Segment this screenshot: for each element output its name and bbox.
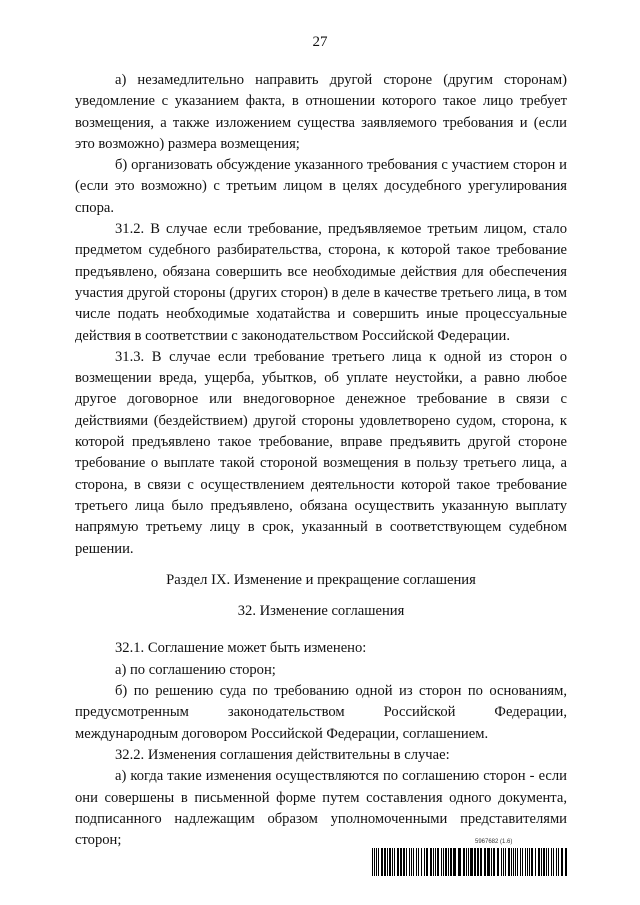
barcode-bar (463, 848, 465, 876)
barcode-bar (409, 848, 410, 876)
barcode-bar (387, 848, 388, 876)
barcode-bar (394, 848, 395, 876)
barcode-bar (551, 848, 552, 876)
barcode-bar (445, 848, 447, 876)
barcode-bar (501, 848, 502, 876)
barcode-bar (508, 848, 510, 876)
barcode-bar (416, 848, 417, 876)
barcode-bar (466, 848, 467, 876)
paragraph: а) когда такие изменения осуществляются по соглашению сторон - если они совершены в письменной форме путем составления одного документа, подписанного надлежащим образом уполномоченными представителями сторон; (75, 768, 567, 849)
barcode-bar (491, 848, 492, 876)
barcode-bar (558, 848, 559, 876)
barcode-bar (397, 848, 399, 876)
barcode-bar (381, 848, 383, 876)
barcode-bar (448, 848, 449, 876)
barcode-bar (548, 848, 549, 876)
barcode-bar (497, 848, 499, 876)
paragraph: б) организовать обсуждение указанного требования с участием сторон и (если это возможно) с третьим лицом в целях досудебного урегулирования спора. (75, 157, 567, 216)
barcode-bar (529, 848, 530, 876)
barcode-bar (484, 848, 486, 876)
paragraph: 31.3. В случае если требование третьего лица к одной из сторон о возмещении вреда, ущерба, убытков, об уплате неустойки, а равно любое другое договорное или внедоговорное денежное требование в связи с действиями (бездействием) другой стороны удовлетворено судом, сторона, к которой предъявлено такое требование, вправе предъявить другой стороне требование о выплате такой стороной возмещения в пользу третьего лица, а сторона, в связи с осуществлением деятельности которой такое требование третьего лица было предъявлено, обязана осуществить указанную выплату напрямую третьему лицу в срок, указанный в соответствующем судебном решении. (75, 348, 567, 557)
barcode (372, 848, 568, 876)
barcode-bar (426, 848, 428, 876)
barcode-bar (480, 848, 482, 876)
barcode-bar (372, 848, 373, 876)
barcode-bar (474, 848, 476, 876)
barcode-bar (435, 848, 436, 876)
document-body (75, 70, 567, 851)
barcode-bar (546, 848, 547, 876)
barcode-bar (378, 848, 379, 876)
barcode-bar (503, 848, 504, 876)
barcode-bar (421, 848, 422, 876)
barcode-bar (384, 848, 386, 876)
subsection-title: 32. Изменение соглашения (237, 603, 405, 620)
barcode-bar (418, 848, 419, 876)
barcode-bar (535, 848, 536, 876)
barcode-bar (389, 848, 391, 876)
barcode-bar (538, 848, 540, 876)
paragraph: а) по соглашению сторон; (115, 661, 276, 678)
barcode-bar (477, 848, 479, 876)
barcode-bar (458, 848, 461, 876)
barcode-bar (515, 848, 516, 876)
paragraph: б) по решению суда по требованию одной из сторон по основаниям, предусмотренным законодательством Российской Федерации, международным договором Российской Федерации, соглашением. (75, 683, 567, 742)
barcode-bar (424, 848, 425, 876)
barcode-bar (511, 848, 512, 876)
barcode-bar (443, 848, 444, 876)
paragraph: 32.1. Соглашение может быть изменено: (115, 640, 367, 657)
barcode-bar (522, 848, 523, 876)
barcode-bar (441, 848, 442, 876)
barcode-bar (513, 848, 514, 876)
barcode-bar (561, 848, 563, 876)
barcode-bar (413, 848, 414, 876)
barcode-bar (527, 848, 528, 876)
barcode-bar (450, 848, 452, 876)
barcode-bar (543, 848, 545, 876)
barcode-bar (468, 848, 469, 876)
section-title: Раздел IX. Изменение и прекращение соглашения (166, 571, 476, 588)
barcode-bar (400, 848, 402, 876)
barcode-bar (493, 848, 495, 876)
barcode-bar (406, 848, 407, 876)
barcode-bar (517, 848, 518, 876)
barcode-bar (470, 848, 473, 876)
barcode-bar (392, 848, 393, 876)
paragraph: 31.2. В случае если требование, предъявляемое третьим лицом, стало предметом судебного разбирательства, сторона, к которой такое требование предъявлено, обязана совершить все необходимые действия для обеспечения участия другой стороны (других сторон) в деле в качестве третьего лица, в том числе подать необходимые ходатайства и совершить иные процессуальные действия в соответствии с законодательством Российской Федерации. (75, 221, 567, 344)
document-code: 5967682 (1.6) (475, 839, 513, 845)
barcode-bar (437, 848, 439, 876)
barcode-bar (403, 848, 405, 876)
barcode-graphic (372, 848, 568, 876)
barcode-bar (531, 848, 533, 876)
barcode-bar (505, 848, 506, 876)
barcode-bar (565, 848, 567, 876)
barcode-bar (411, 848, 412, 876)
barcode-bar (433, 848, 434, 876)
barcode-bar (374, 848, 375, 876)
barcode-bar (556, 848, 557, 876)
barcode-bar (541, 848, 542, 876)
barcode-bar (553, 848, 554, 876)
page-number: 27 (312, 34, 328, 50)
barcode-bar (376, 848, 377, 876)
paragraph: а) незамедлительно направить другой стороне (другим сторонам) уведомление с указанием факта, в отношении которого такое лицо требует возмещения, а также изложением существа заявляемого требования и (если это возможно) размера возмещения; (75, 72, 567, 152)
barcode-bar (525, 848, 526, 876)
barcode-bar (487, 848, 490, 876)
barcode-bar (520, 848, 521, 876)
paragraph: 32.2. Изменения соглашения действительны в случае: (115, 746, 450, 763)
barcode-bar (453, 848, 456, 876)
barcode-bar (430, 848, 432, 876)
